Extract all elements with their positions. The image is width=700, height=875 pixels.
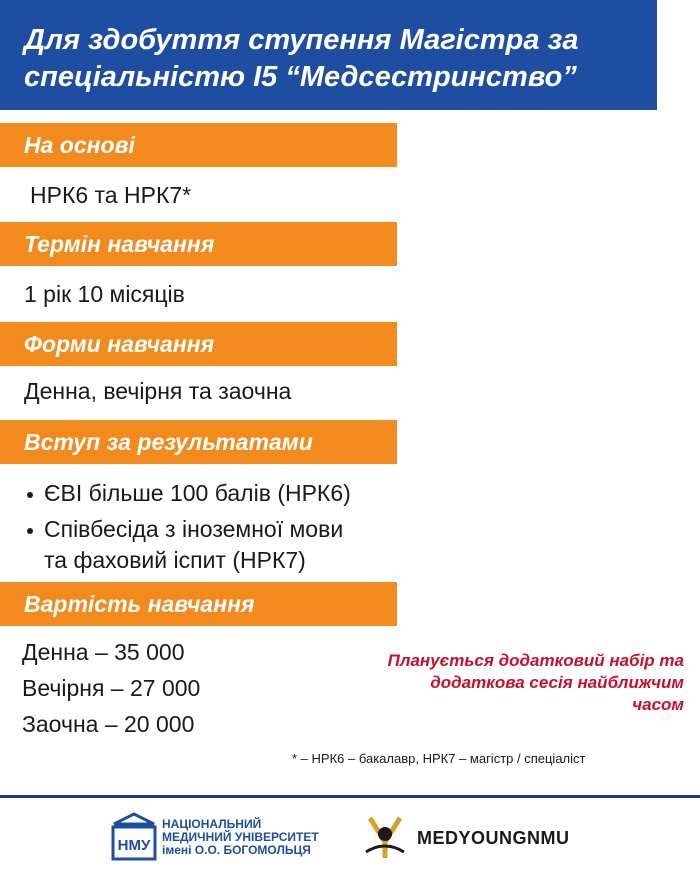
footnote: * – НРК6 – бакалавр, НРК7 – магістр / спеціаліст [292,751,586,766]
section-heading-forms: Форми навчання [0,322,397,366]
cost-item-evening: Вечірня – 27 000 [22,675,201,701]
nmu-logo-text [162,818,319,857]
medyoung-logo-text: MEDYOUNGNMU [417,828,570,848]
admission-item [24,514,351,576]
forms-value: Денна, вечірня та заочна [24,378,292,404]
nmu-logo-icon [110,812,158,862]
cost-item-day: Денна – 35 000 [22,639,185,665]
admission-item [24,478,351,509]
admission-item-text: ЄВІ більше 100 балів (НРК6) [44,480,351,506]
note-line-1: Планується додатковий набір та [387,651,684,670]
duration-value: 1 рік 10 місяців [24,281,185,307]
cost-list [22,634,200,742]
admission-item-line-2: та фаховий іспит (НРК7) [44,547,306,573]
cost-item-correspondence: Заочна – 20 000 [22,711,195,737]
nmu-logo-line-1: НАЦІОНАЛЬНИЙ [162,817,262,831]
section-heading-basis: На основі [0,123,397,167]
admission-list [24,478,351,581]
nmu-logo-abbr: НМУ [117,837,151,854]
additional-enrollment-note [324,650,684,716]
note-line-3: часом [632,695,684,714]
medyoungnmu-logo [360,812,590,862]
section-heading-duration: Термін навчання [0,222,397,266]
nmu-logo [110,812,336,862]
medyoung-emblem-icon [360,812,410,862]
page-title-line-1: Для здобуття ступення Магістра за [24,24,579,56]
nmu-logo-line-3: імені О.О. БОГОМОЛЬЦЯ [162,843,311,857]
basis-value: НРК6 та НРК7* [30,182,192,208]
admission-item-line-1: Співбесіда з іноземної мови [44,516,344,542]
note-line-2: додаткова сесія найближчим [430,673,684,692]
footer-divider [0,795,700,798]
page-title-line-2: спеціальністю І5 “Медсестринство” [24,61,577,93]
section-heading-admission: Вступ за результатами [0,420,397,464]
nmu-logo-line-2: МЕДИЧНИЙ УНІВЕРСИТЕТ [162,830,319,844]
section-heading-cost: Вартість навчання [0,582,397,626]
page-header [0,0,657,110]
